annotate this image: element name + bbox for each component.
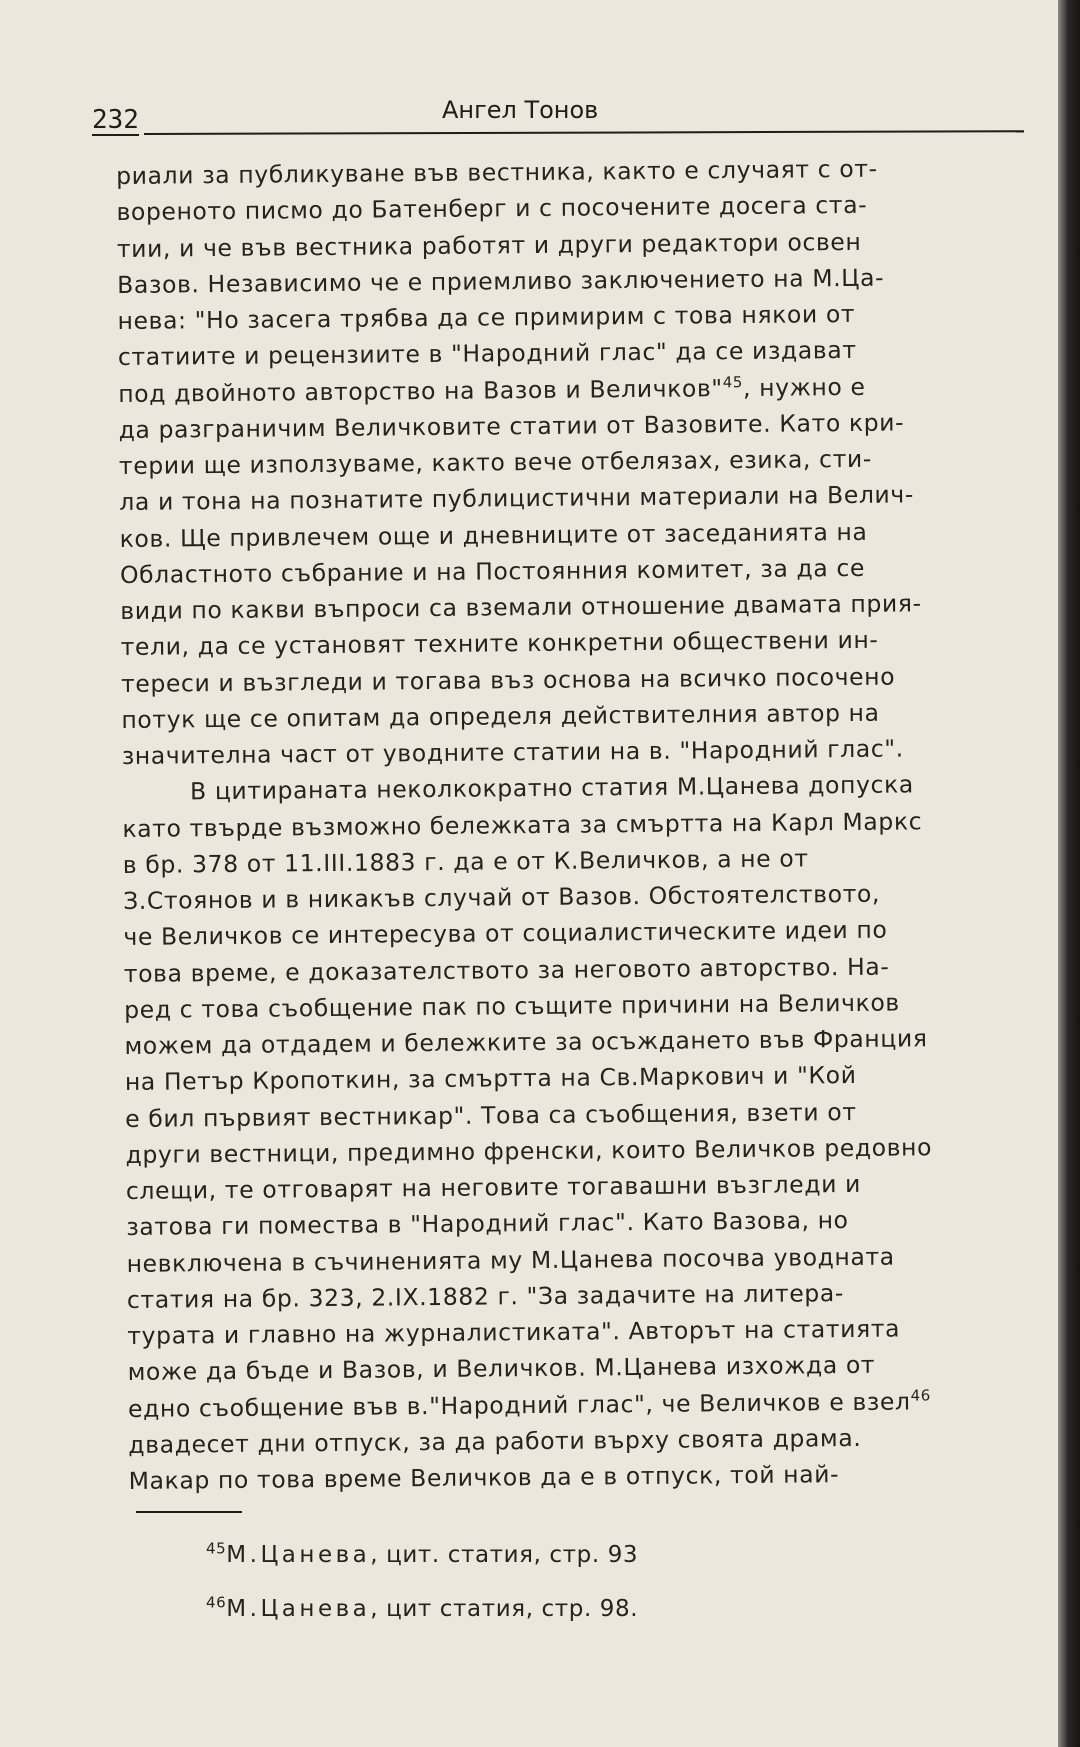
text-line: на Петър Кропоткин, за смъртта на Св.Маркович и "Кой bbox=[124, 1061, 857, 1097]
text-line: нева: "Но засега трябва да се примирим с това някои от bbox=[117, 299, 856, 335]
footnotes bbox=[206, 1528, 906, 1636]
text-line: З.Стоянов и в никакъв случай от Вазов. Обстоятелството, bbox=[122, 879, 881, 915]
text-line-main: едно съобщение във в."Народний глас", че Величков е взел bbox=[127, 1386, 911, 1423]
footnote-number: 46 bbox=[206, 1593, 227, 1612]
text-line: терии ще използуваме, както вече отбелязах, езика, сти- bbox=[118, 444, 873, 480]
text-line: тели, да се установят техните конкретни обществени ин- bbox=[120, 625, 879, 662]
text-line: значителна част от уводните статии на в. "Народний глас". bbox=[121, 734, 904, 770]
text-line: можем да отдадем и бележките за осъждането във Франция bbox=[124, 1024, 928, 1060]
footnote-number: 45 bbox=[206, 1539, 227, 1558]
running-title: Ангел Тонов bbox=[442, 96, 599, 124]
text-line: в бр. 378 от 11.III.1883 г. да е от К.Величков, а не от bbox=[122, 844, 809, 879]
text-line: тереси и възгледи и тогава въз основа на всичко посочено bbox=[120, 662, 896, 698]
footnote-text: , цит. статия, стр. 93 bbox=[370, 1542, 639, 1568]
text-line: статия на бр. 323, 2.IX.1882 г. "За задачите на литера- bbox=[126, 1278, 845, 1314]
text-line: ла и тона на познатите публицистични материали на Велич- bbox=[119, 480, 915, 517]
text-line: турата и главно на журналистиката". Авторът на статията bbox=[127, 1314, 901, 1350]
body-text bbox=[116, 149, 1059, 1499]
text-line: че Величков се интересува от социалистическите идеи по bbox=[123, 915, 888, 952]
text-line: да разграничим Величковите статии от Вазовите. Като кри- bbox=[118, 408, 905, 444]
text-line: затова ги помества в "Народний глас". Като Вазова, но bbox=[126, 1206, 849, 1242]
text-line: статиите и рецензиите в "Народний глас" да се издават bbox=[117, 336, 857, 372]
text-line: види по какви въпроси са вземали отношение двамата прия- bbox=[120, 589, 922, 625]
book-spine-shadow bbox=[1058, 0, 1080, 1747]
text-line: това време, е доказателството за неговото авторство. На- bbox=[123, 952, 890, 988]
page-header bbox=[92, 96, 1027, 140]
text-line: други вестници, предимно френски, които Величков редовно bbox=[125, 1132, 933, 1169]
header-rule bbox=[144, 130, 1024, 135]
footnote-ref: 45 bbox=[722, 372, 744, 391]
footnote-text: , цит статия, стр. 98. bbox=[370, 1596, 639, 1622]
footnote-ref: 46 bbox=[910, 1385, 931, 1405]
text-line: Вазов. Независимо че е приемливо заключението на М.Ца- bbox=[117, 263, 885, 299]
footnote-author: М.Цанева bbox=[226, 1542, 371, 1568]
text-line: невключена в съчиненията му М.Цанева посочва уводната bbox=[126, 1242, 895, 1278]
text-line: Областното събрание и на Постоянния комитет, за да се bbox=[119, 553, 866, 589]
text-line-paragraph-start: В цитираната неколкократно статия М.Цанева допуска bbox=[189, 770, 914, 806]
text-line: тии, и че във вестника работят и други редактори освен bbox=[116, 227, 862, 263]
footnote-rule bbox=[136, 1511, 242, 1513]
footnote-45 bbox=[206, 1528, 906, 1582]
text-line: вореното писмо до Батенберг и с посочените досега ста- bbox=[116, 191, 868, 227]
text-line-main: под двойното авторство на Вазов и Величков" bbox=[118, 373, 723, 408]
text-line: потук ще се опитам да определя действителния автор на bbox=[121, 698, 880, 734]
text-line: двадесет дни отпуск, за да работи върху своята драма. bbox=[128, 1423, 862, 1459]
text-line: Макар по това време Величков да е в отпуск, той най- bbox=[128, 1460, 840, 1495]
text-line: е бил първият вестникар". Това са съобщения, взети от bbox=[125, 1097, 857, 1133]
footnote-author: М.Цанева bbox=[226, 1596, 371, 1622]
text-line: слещи, те отговарят на неговите тогавашни възгледи и bbox=[125, 1169, 862, 1205]
page-number: 232 bbox=[92, 105, 139, 135]
text-line: ков. Ще привлечем още и дневниците от заседанията на bbox=[119, 517, 868, 553]
text-line: може да бъде и Вазов, и Величков. М.Цанева изхожда от bbox=[127, 1351, 876, 1387]
footnote-46 bbox=[206, 1582, 906, 1636]
text-line: като твърде възможно бележката за смъртта на Карл Маркс bbox=[122, 806, 923, 843]
text-line: ред с това съобщение пак по същите причини на Величков bbox=[124, 988, 900, 1024]
text-line-suffix: , нужно е bbox=[742, 372, 866, 402]
text-line: риали за публикуване във вестника, както е случаят с от- bbox=[116, 154, 878, 190]
